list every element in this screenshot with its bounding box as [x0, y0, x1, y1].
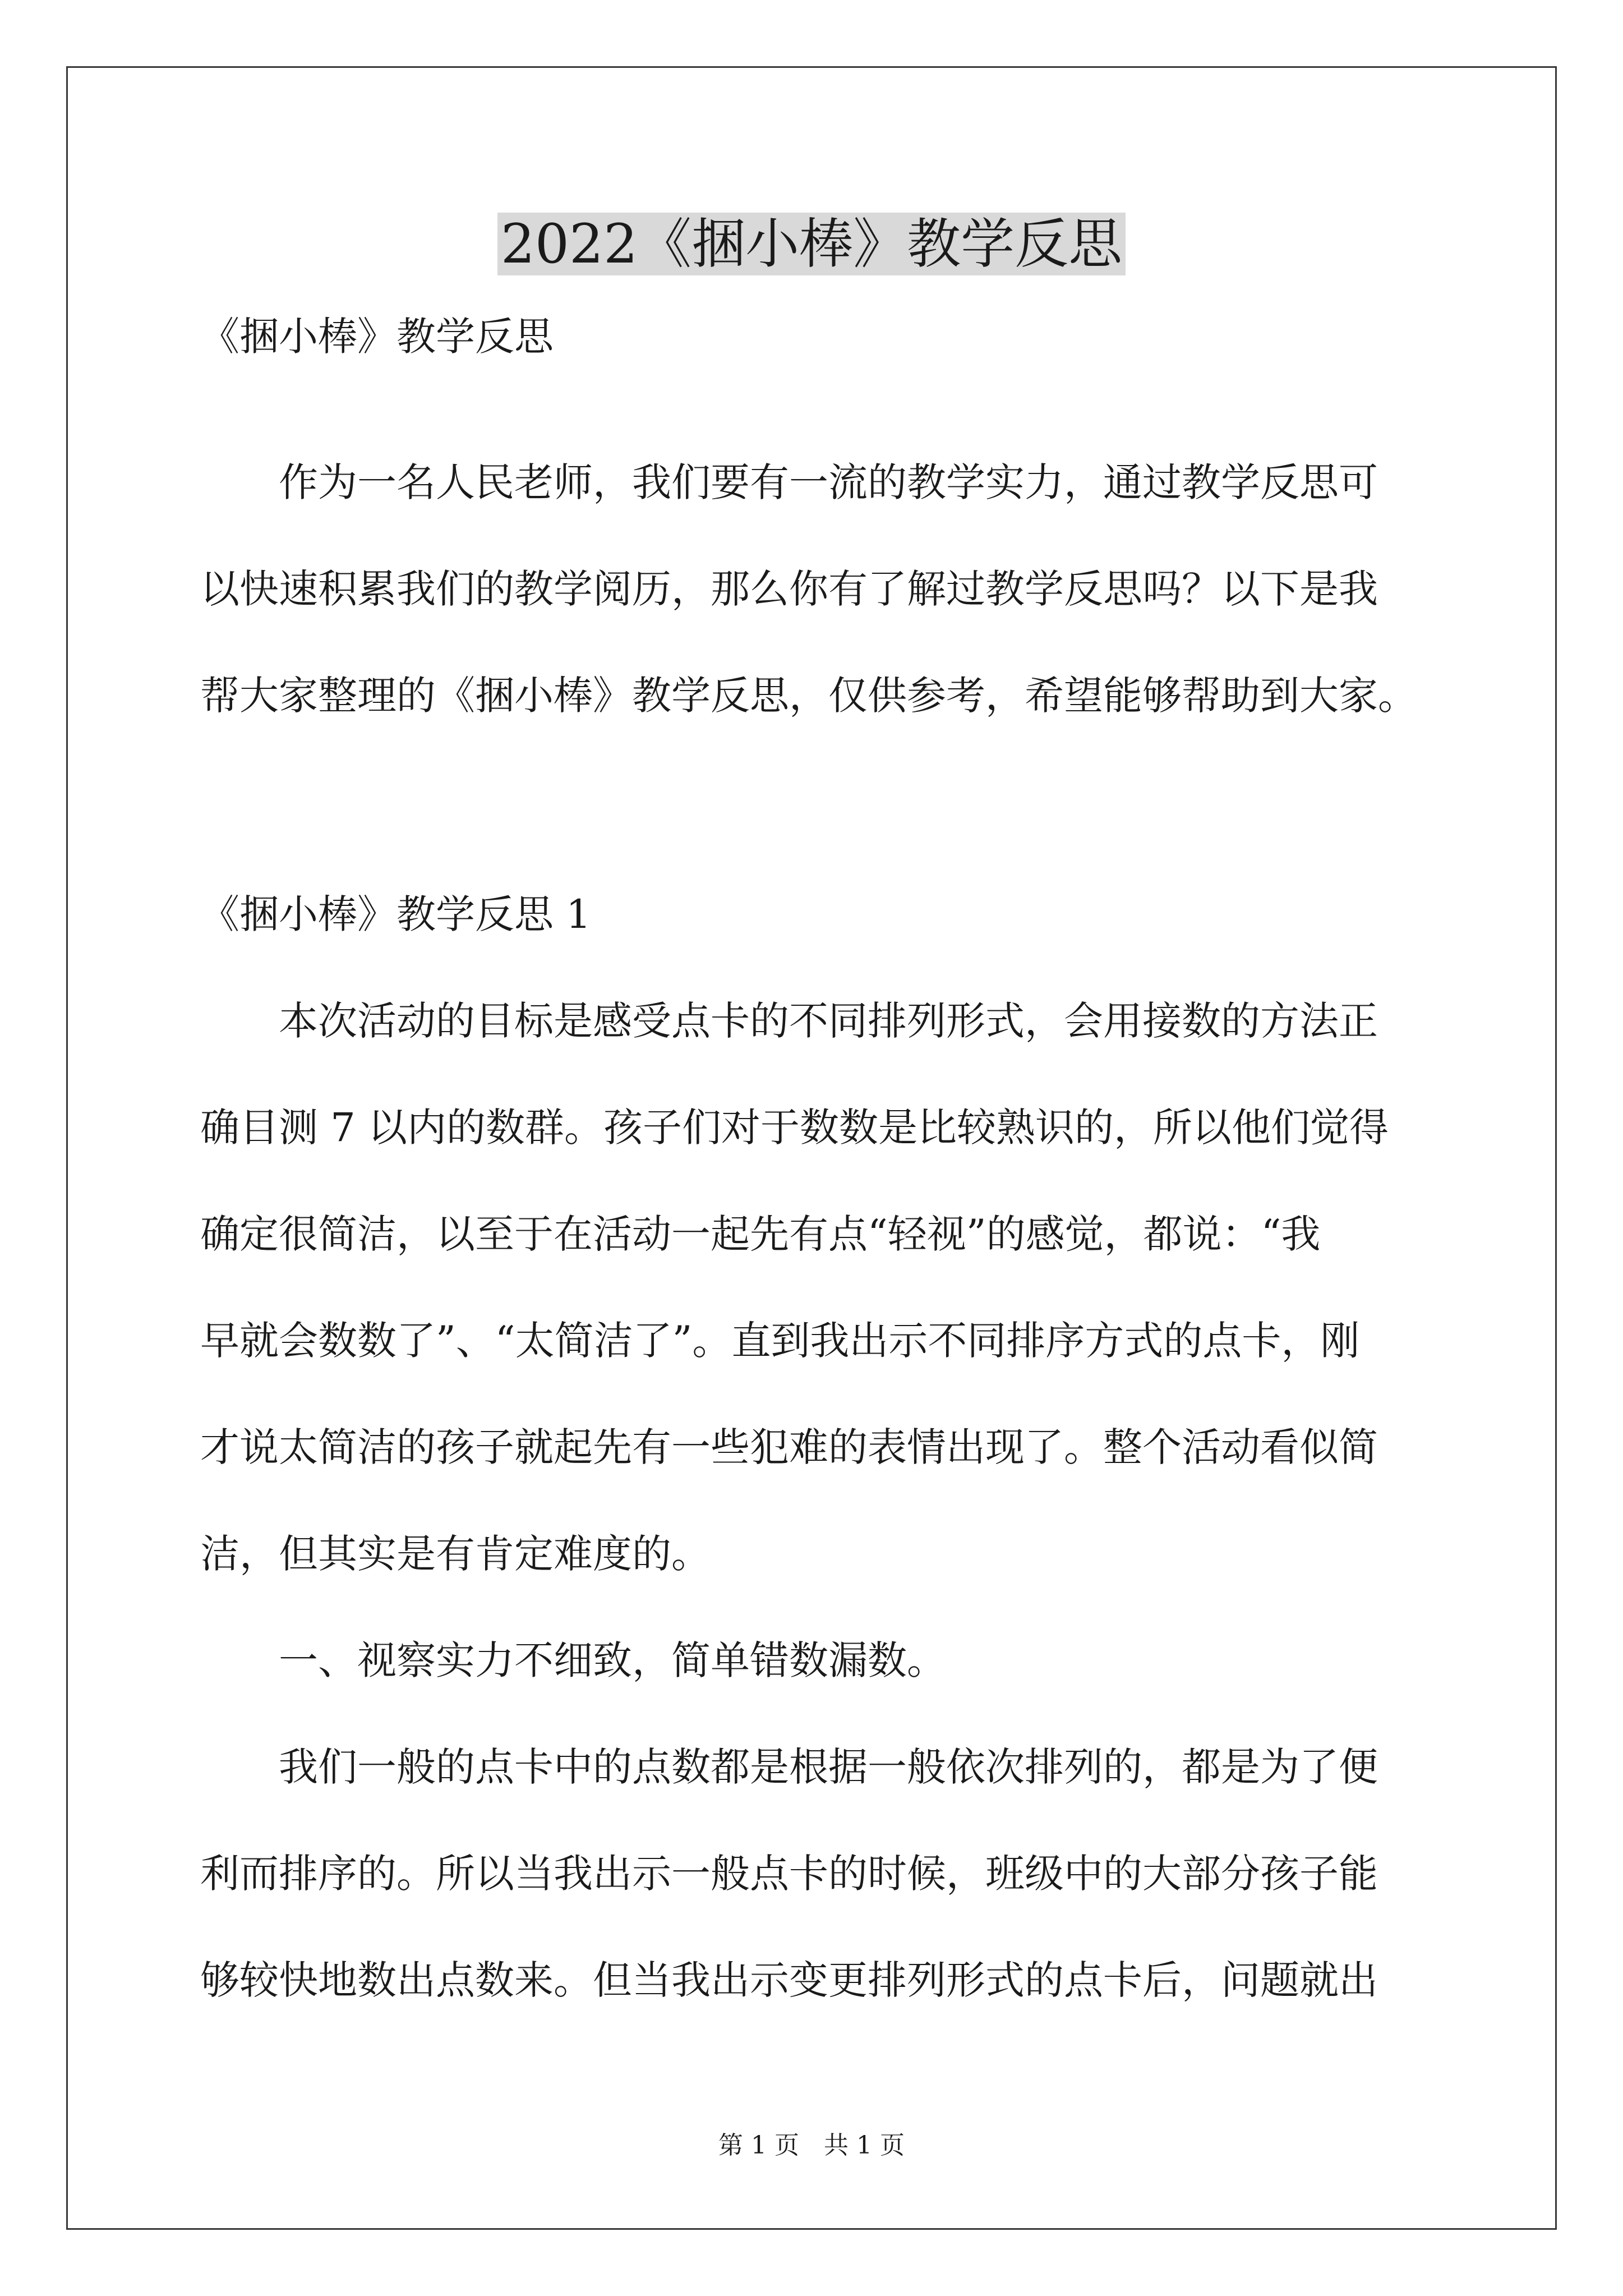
point-heading-1: 一、视察实力不细致，简单错数漏数。: [279, 1637, 946, 1683]
paragraph2-line-1: 我们一般的点卡中的点数都是根据一般依次排列的，都是为了便: [279, 1744, 1378, 1790]
paragraph1-line-3: 确定很简洁，以至于在活动一起先有点“轻视”的感觉，都说：“我: [200, 1211, 1321, 1257]
intro-line-3: 帮大家整理的《捆小棒》教学反思，仅供参考，希望能够帮助到大家。: [200, 673, 1417, 719]
paragraph2-line-2: 利而排序的。所以当我出示一般点卡的时候，班级中的大部分孩子能: [200, 1851, 1378, 1897]
document-subtitle: 《捆小棒》教学反思: [200, 314, 554, 360]
paragraph1-line-5: 才说太简洁的孩子就起先有一些犯难的表情出现了。整个活动看似简: [200, 1424, 1378, 1470]
paragraph1-line-1: 本次活动的目标是感受点卡的不同排列形式，会用接数的方法正: [279, 998, 1378, 1044]
document-title: [0, 202, 1623, 286]
paragraph1-line-2: 确目测 7 以内的数群。孩子们对于数数是比较熟识的，所以他们觉得: [200, 1105, 1389, 1151]
paragraph1-line-4: 早就会数数了”、“太简洁了”。直到我出示不同排序方式的点卡，刚: [200, 1318, 1360, 1364]
intro-line-1: 作为一名人民老师，我们要有一流的教学实力，通过教学反思可: [279, 459, 1378, 505]
paragraph2-line-3: 够较快地数出点数来。但当我出示变更排列形式的点卡后，问题就出: [200, 1957, 1378, 2003]
section-heading: 《捆小棒》教学反思 1: [200, 891, 591, 937]
paragraph1-line-6: 洁，但其实是有肯定难度的。: [200, 1531, 711, 1577]
page-footer: 第 1 页 共 1 页: [718, 2131, 905, 2160]
document-title-text: 2022《捆小棒》教学反思: [497, 213, 1126, 275]
intro-line-2: 以快速积累我们的教学阅历，那么你有了解过教学反思吗？以下是我: [200, 566, 1378, 612]
